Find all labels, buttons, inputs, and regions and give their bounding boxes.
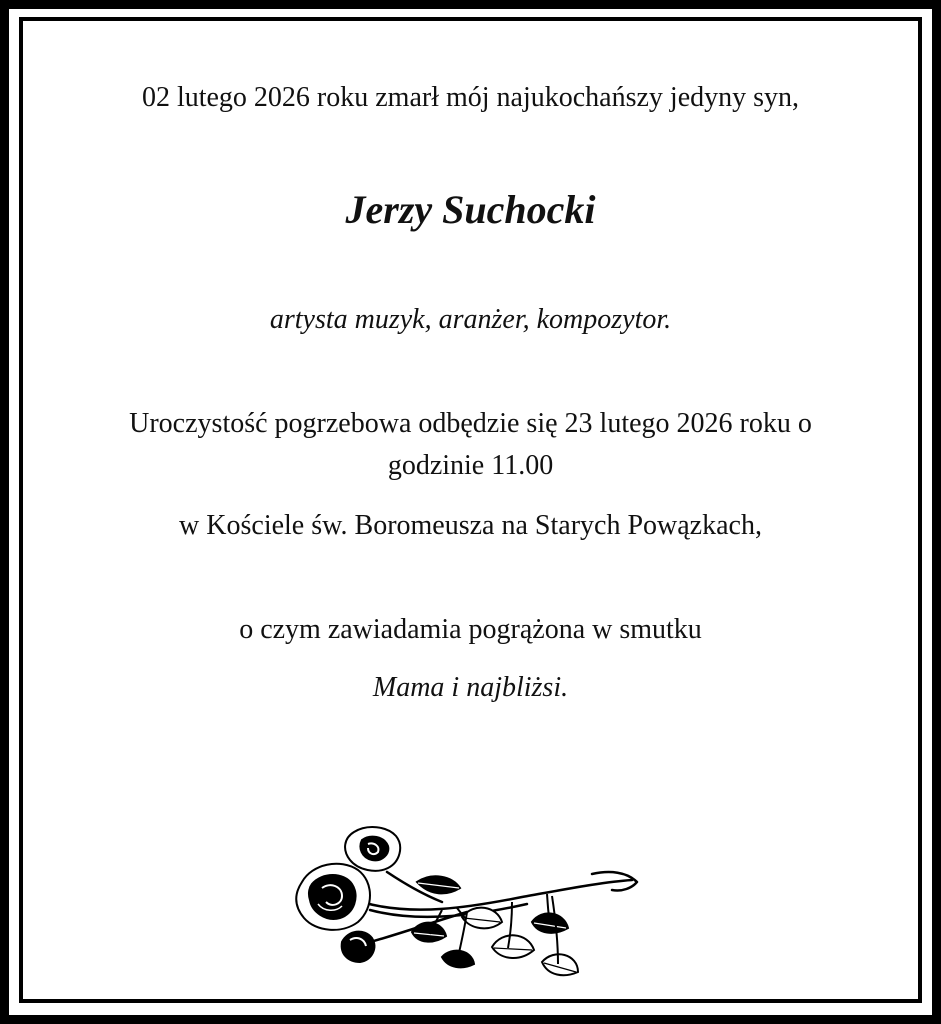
rose-icon (292, 822, 642, 984)
deceased-name: Jerzy Suchocki (345, 187, 596, 232)
profession-line: artysta muzyk, aranżer, kompozytor. (269, 304, 672, 335)
signature-line: Mama i najbliżsi. (372, 672, 569, 703)
location-line: w Kościele św. Boromeusza na Starych Powązkach, (179, 510, 762, 541)
announcement-line: o czym zawiadamia pogrążona w smutku (239, 614, 702, 645)
funeral-line-1: Uroczystość pogrzebowa odbędzie się 23 lutego 2026 roku o (129, 408, 812, 439)
opening-line: 02 lutego 2026 roku zmarł mój najukochańszy jedyny syn, (141, 82, 800, 113)
funeral-line-2: godzinie 11.00 (387, 450, 554, 481)
